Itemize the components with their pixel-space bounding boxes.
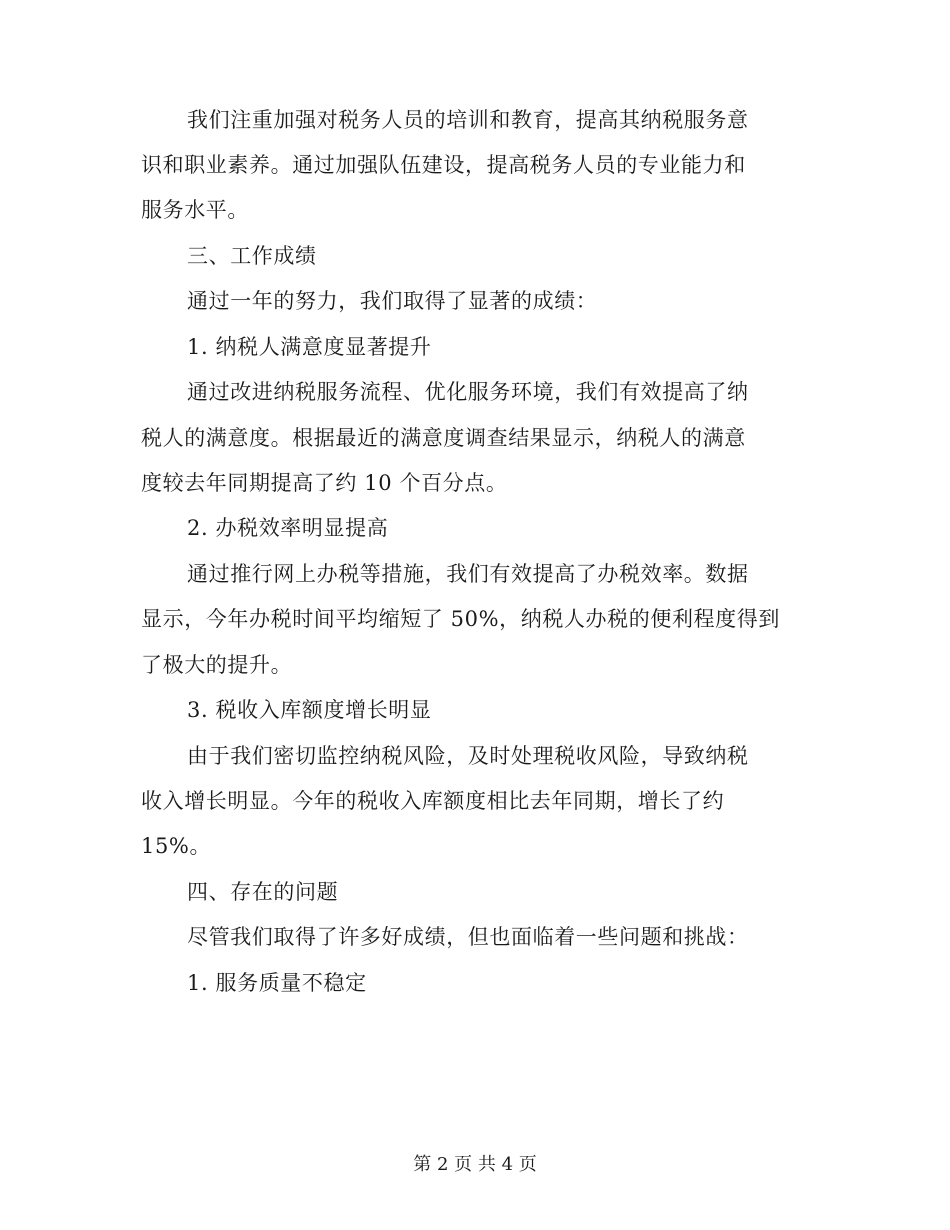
subsection-heading: 3. 税收入库额度增长明显 [187, 698, 432, 722]
paragraph-line: 通过推行网上办税等措施，我们有效提高了办税效率。数据 [187, 562, 749, 586]
section-heading: 三、工作成绩 [187, 244, 317, 268]
paragraph-line: 了极大的提升。 [141, 653, 293, 677]
subsection-heading: 1. 服务质量不稳定 [187, 971, 367, 995]
paragraph-line: 度较去年同期提高了约 10 个百分点。 [141, 471, 508, 495]
paragraph-line: 服务水平。 [141, 198, 249, 222]
paragraph-line: 由于我们密切监控纳税风险，及时处理税收风险，导致纳税 [187, 744, 749, 768]
paragraph-line: 收入增长明显。今年的税收入库额度相比去年同期，增长了约 [141, 789, 725, 813]
paragraph-line: 我们注重加强对税务人员的培训和教育，提高其纳税服务意 [187, 108, 749, 132]
subsection-heading: 2. 办税效率明显提高 [187, 516, 389, 540]
page-footer: 第 2 页 共 4 页 [413, 1154, 537, 1175]
paragraph-line: 通过改进纳税服务流程、优化服务环境，我们有效提高了纳 [187, 380, 749, 404]
subsection-heading: 1. 纳税人满意度显著提升 [187, 335, 432, 359]
paragraph-line: 尽管我们取得了许多好成绩，但也面临着一些问题和挑战： [187, 925, 749, 949]
paragraph-line: 税人的满意度。根据最近的满意度调查结果显示，纳税人的满意 [141, 426, 746, 450]
paragraph-line: 显示，今年办税时间平均缩短了 50%，纳税人办税的便利程度得到 [141, 607, 780, 631]
paragraph-line: 识和职业素养。通过加强队伍建设，提高税务人员的专业能力和 [141, 153, 746, 177]
paragraph-line: 15%。 [141, 834, 212, 858]
section-heading: 四、存在的问题 [187, 880, 339, 904]
paragraph-line: 通过一年的努力，我们取得了显著的成绩： [187, 289, 598, 313]
